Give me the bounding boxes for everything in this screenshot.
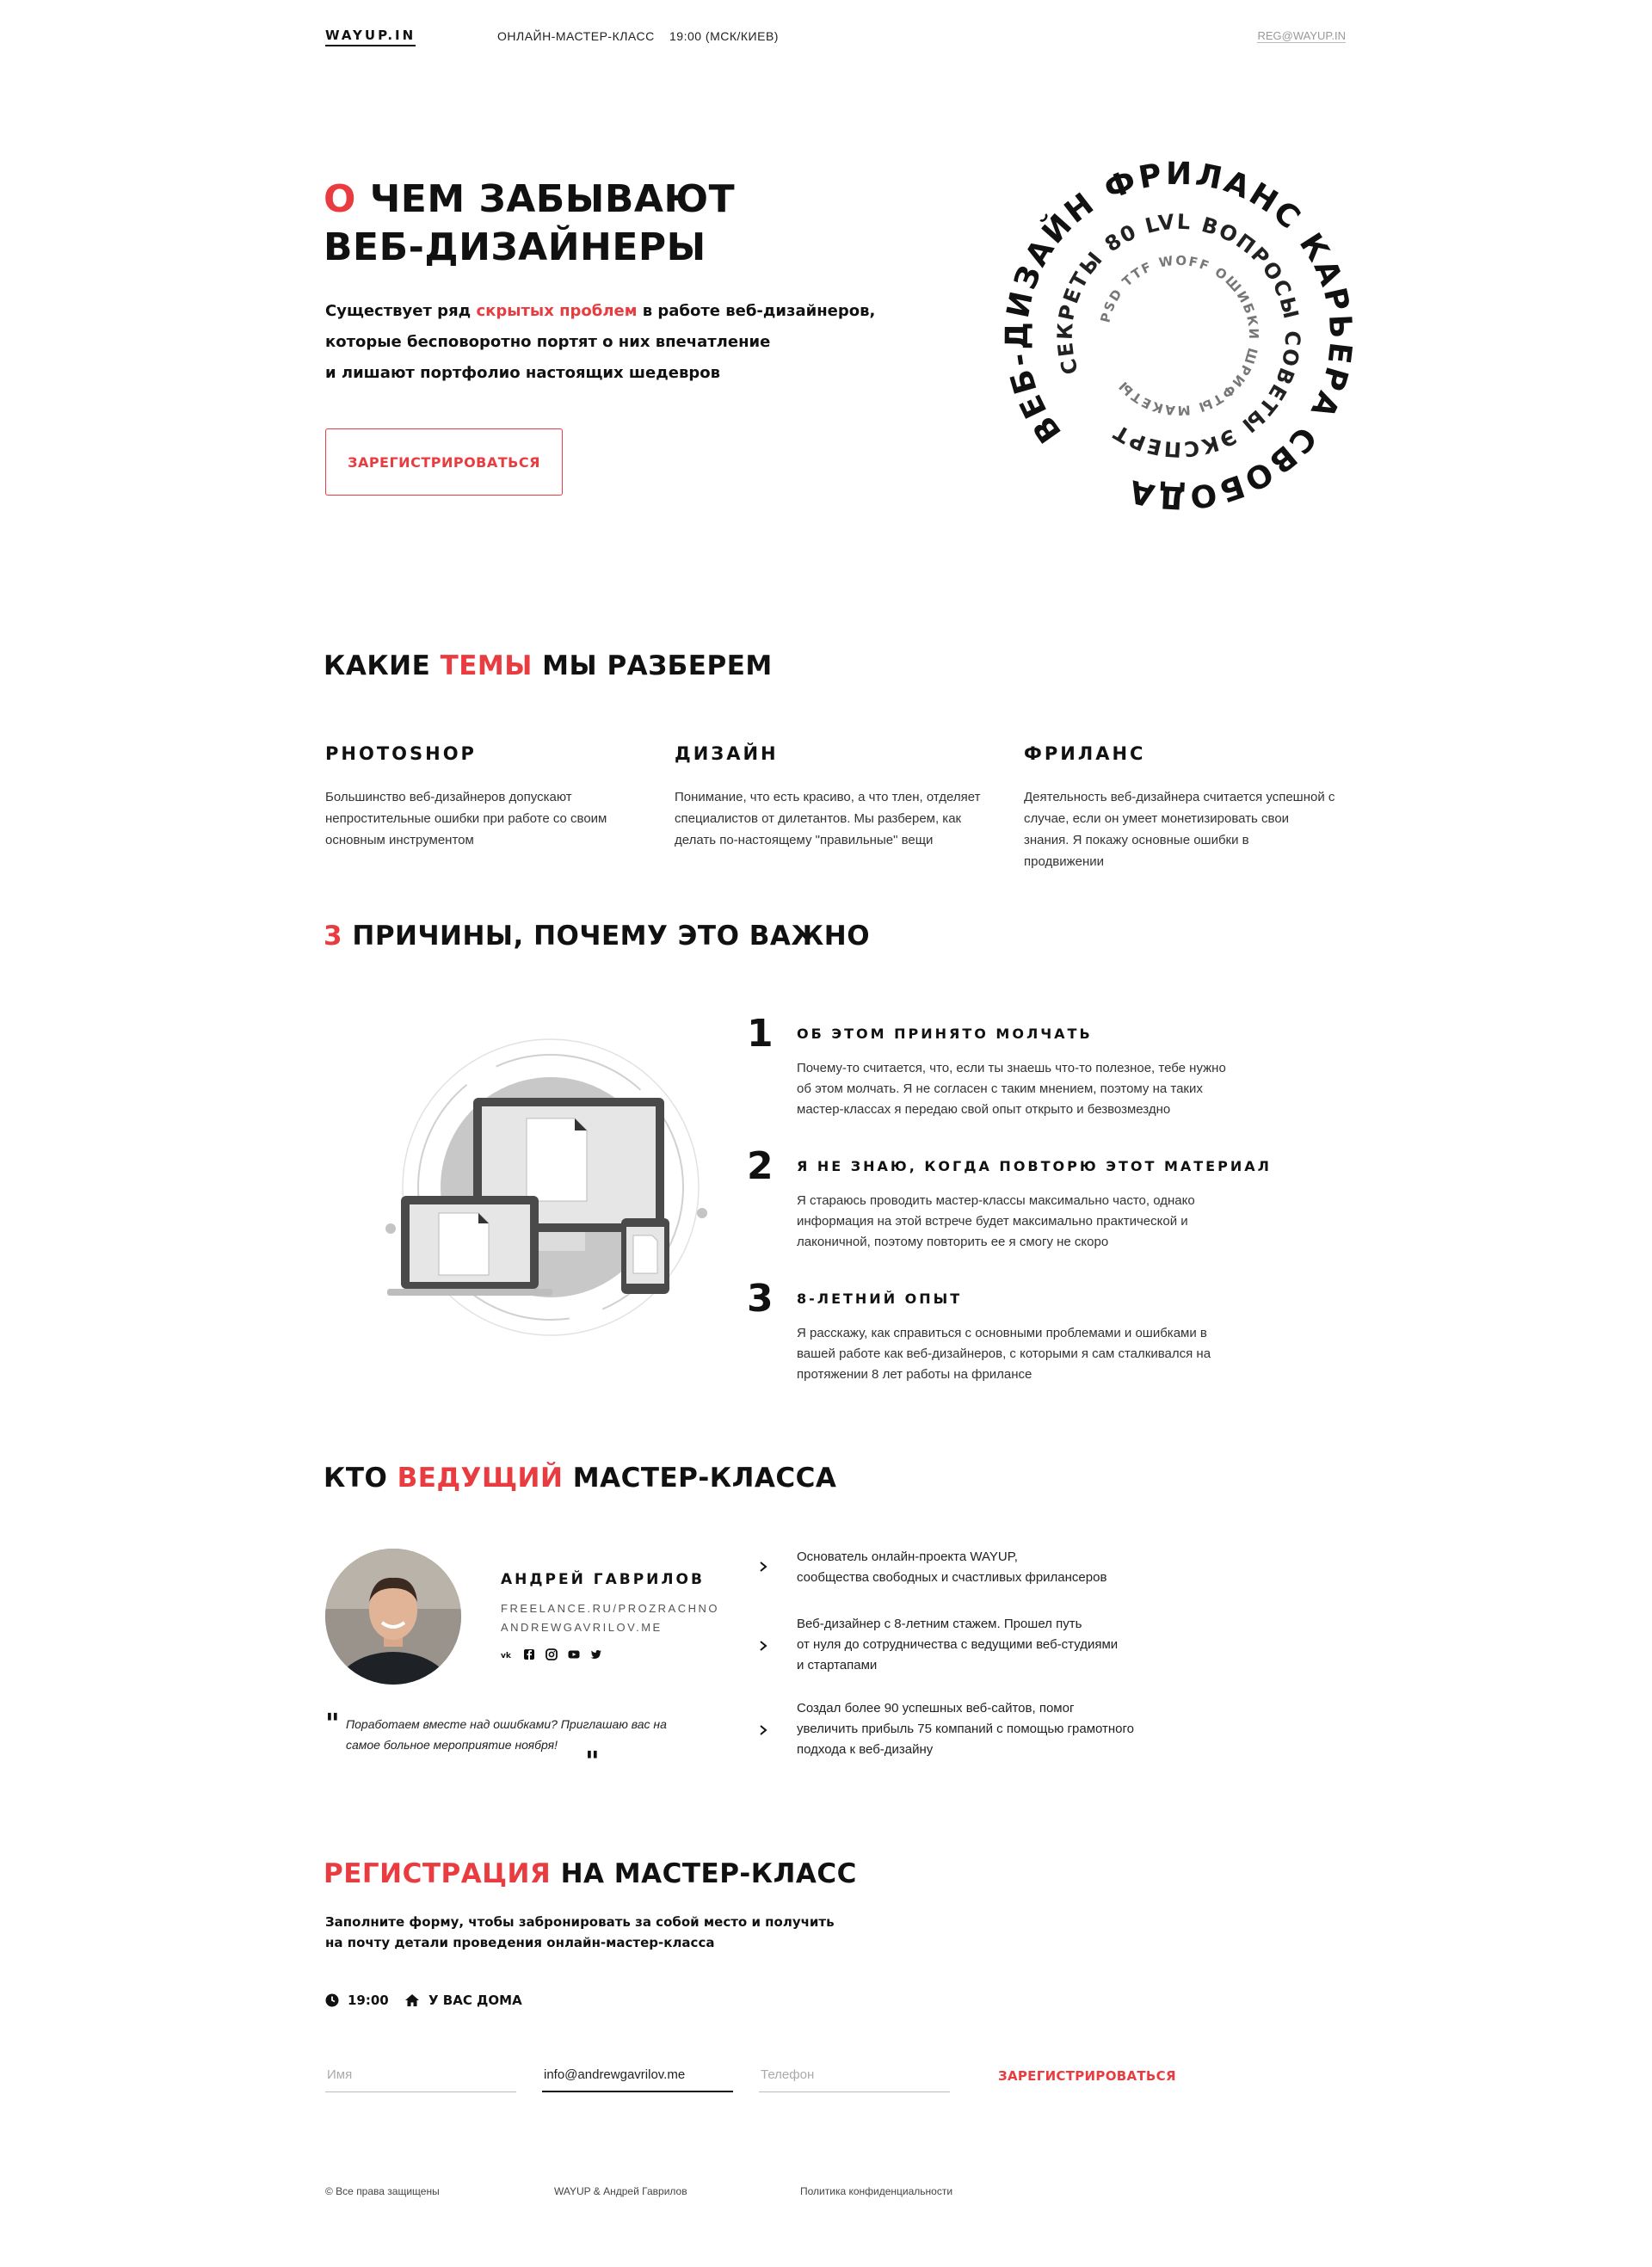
- topic-line: основным инструментом: [325, 833, 474, 847]
- fact-line: Основатель онлайн-проекта WAYUP,: [797, 1549, 1018, 1564]
- topic-heading: ДИЗАЙН: [675, 743, 779, 764]
- topic-line: продвижении: [1024, 854, 1104, 869]
- reason-heading: ОБ ЭТОМ ПРИНЯТО МОЛЧАТЬ: [797, 1026, 1093, 1042]
- host-link-site[interactable]: ANDREWGAVRILOV.ME: [501, 1621, 663, 1634]
- laptop-base: [387, 1289, 552, 1296]
- hero-desc-line3: и лишают портфолио настоящих шедевров: [325, 364, 721, 382]
- vk-icon[interactable]: [501, 1648, 513, 1660]
- topic-item: [1024, 743, 1351, 872]
- host-quote: [346, 1714, 707, 1755]
- desc-line: Заполните форму, чтобы забронировать за собой место и получить: [325, 1914, 835, 1930]
- reason-line: Я стараюсь проводить мастер-классы максимально часто, однако: [797, 1193, 1195, 1208]
- submit-registration-button[interactable]: ЗАРЕГИСТРИРОВАТЬСЯ: [998, 2068, 1176, 2084]
- document-icon: [633, 1235, 657, 1273]
- spiral-inner-text: PSD TTF WOFF ОШИБКИ ШРИФТЫ МАКЕТЫ: [1097, 252, 1262, 419]
- topic-description: [1024, 786, 1351, 872]
- hero-title-line2: ВЕБ-ДИЗАЙНЕРЫ: [324, 225, 706, 269]
- orbit-dot: [697, 1208, 707, 1218]
- fact-line: Веб-дизайнер с 8-летним стажем. Прошел путь: [797, 1617, 1082, 1631]
- topic-line: специалистов от дилетантов. Мы разберем, как: [675, 811, 962, 826]
- reason-number: 3: [747, 1277, 774, 1321]
- topic-description: [325, 786, 652, 851]
- topic-line: Понимание, что есть красиво, а что тлен, отделяет: [675, 790, 981, 804]
- register-button[interactable]: ЗАРЕГИСТРИРОВАТЬСЯ: [325, 428, 563, 496]
- host-fact: [797, 1614, 1193, 1676]
- host-name: АНДРЕЙ ГАВРИЛОВ: [501, 1571, 705, 1588]
- hero-title-accent: О: [324, 177, 356, 221]
- host-title-accent: ВЕДУЩИЙ: [397, 1463, 564, 1494]
- phone-field[interactable]: [759, 2058, 950, 2092]
- host-fact: [797, 1698, 1193, 1760]
- registration-title: [324, 1858, 857, 1889]
- svg-text:vk: vk: [501, 1652, 511, 1660]
- topic-line: Большинство веб-дизайнеров допускают: [325, 790, 572, 804]
- hero-desc-text: Существует ряд: [325, 302, 477, 320]
- fact-line: и стартапами: [797, 1658, 878, 1673]
- hero-desc-text: в работе веб-дизайнеров,: [637, 302, 876, 320]
- fact-line: от нуля до сотрудничества с ведущими веб-студиями: [797, 1637, 1119, 1652]
- footer-brand: WAYUP & Андрей Гаврилов: [554, 2185, 687, 2197]
- topic-line: случае, если он умеет монетизировать свои: [1024, 811, 1290, 826]
- event-time: [325, 1993, 389, 2008]
- hero-desc-line2: которые бесповоротно портят о них впечатление: [325, 333, 771, 351]
- fact-line: подхода к веб-дизайну: [797, 1742, 934, 1757]
- event-place-label: У ВАС ДОМА: [428, 1993, 522, 2008]
- reason-description: [797, 1058, 1244, 1120]
- quote-open-icon: ": [325, 1707, 340, 1740]
- reason-number: 1: [747, 1012, 774, 1056]
- avatar: [325, 1549, 461, 1685]
- event-place: [404, 1993, 522, 2008]
- topic-heading: PHOTOSHOP: [325, 743, 477, 764]
- host-title: [324, 1463, 836, 1494]
- fact-line: сообщества свободных и счастливых фрилансеров: [797, 1570, 1107, 1585]
- reasons-title-text: ПРИЧИНЫ, ПОЧЕМУ ЭТО ВАЖНО: [342, 921, 871, 952]
- avatar-photo: [325, 1549, 461, 1685]
- topic-line: непростительные ошибки при работе со своим: [325, 811, 607, 826]
- reasons-title-accent: 3: [324, 921, 343, 952]
- topics-title-text: МЫ РАЗБЕРЕМ: [532, 650, 773, 681]
- reason-heading: Я НЕ ЗНАЮ, КОГДА ПОВТОРЮ ЭТОТ МАТЕРИАЛ: [797, 1158, 1272, 1174]
- host-link-freelance[interactable]: FREELANCE.RU/PROZRACHNO: [501, 1602, 719, 1615]
- registration-title-accent: РЕГИСТРАЦИЯ: [324, 1858, 552, 1889]
- fact-line: увеличить прибыль 75 компаний с помощью грамотного: [797, 1722, 1135, 1736]
- topic-line: Деятельность веб-дизайнера считается успешной с: [1024, 790, 1335, 804]
- hero-desc-accent: скрытых проблем: [476, 302, 638, 320]
- monitor-stand: [533, 1232, 585, 1251]
- reason-description: [797, 1323, 1244, 1385]
- clock-icon: [325, 1993, 339, 2007]
- devices-illustration: [370, 1032, 731, 1342]
- registration-description: [325, 1912, 835, 1953]
- hero-description: [325, 296, 875, 389]
- topic-item: [675, 743, 1002, 851]
- spiral-middle-text: СЕКРЕТЫ 80 LVL ВОПРОСЫ СОВЕТЫ ЭКСПЕРТ: [1052, 209, 1305, 462]
- topic-line: делать по-настоящему "правильные" вещи: [675, 833, 934, 847]
- footer-copyright: © Все права защищены: [325, 2185, 440, 2197]
- keyword-spiral: [998, 155, 1359, 516]
- reason-line: Почему-то считается, что, если ты знаешь что-то полезное, тебе нужно: [797, 1061, 1226, 1075]
- twitter-icon[interactable]: [590, 1648, 602, 1660]
- hero-title-line1: ЧЕМ ЗАБЫВАЮТ: [355, 177, 736, 221]
- host-title-text: КТО: [324, 1463, 398, 1494]
- host-title-text: МАСТЕР-КЛАССА: [563, 1463, 837, 1494]
- footer-privacy-link[interactable]: Политика конфиденциальности: [800, 2185, 953, 2197]
- reason-line: об этом молчать. Я не согласен с таким мнением, поэтому на таких: [797, 1081, 1203, 1096]
- reason-line: мастер-классах я передаю свой опыт открыто и безвозмездно: [797, 1102, 1171, 1117]
- name-field[interactable]: [325, 2058, 516, 2092]
- reason-number: 2: [747, 1144, 774, 1188]
- chevron-right-icon: [757, 1561, 769, 1573]
- nav-event-time: 19:00 (МСК/КИЕВ): [669, 29, 779, 43]
- reason-line: протяжении 8 лет работы на фрилансе: [797, 1367, 1032, 1382]
- topics-title-accent: ТЕМЫ: [440, 650, 533, 681]
- chevron-right-icon: [757, 1640, 769, 1652]
- quote-line: Поработаем вместе над ошибками? Приглашаю вас на: [346, 1717, 667, 1731]
- reason-line: лаконичной, поэтому повторить ее я смогу не скоро: [797, 1235, 1109, 1249]
- quote-close-icon: ": [585, 1745, 600, 1777]
- topic-description: [675, 786, 1002, 851]
- hero-title: [324, 176, 735, 272]
- chevron-right-icon: [757, 1724, 769, 1736]
- topic-item: [325, 743, 652, 851]
- logo[interactable]: WAYUP.IN: [325, 28, 416, 46]
- facebook-icon[interactable]: [523, 1648, 535, 1660]
- instagram-icon[interactable]: [546, 1648, 558, 1660]
- reason-heading: 8-ЛЕТНИЙ ОПЫТ: [797, 1291, 963, 1307]
- event-time-label: 19:00: [348, 1993, 389, 2008]
- contact-email-link[interactable]: REG@WAYUP.IN: [1257, 29, 1346, 42]
- document-icon: [527, 1118, 587, 1201]
- home-icon: [404, 1993, 420, 2007]
- reason-description: [797, 1191, 1244, 1253]
- orbit-dot: [385, 1223, 396, 1234]
- nav-event-type: ОНЛАЙН-МАСТЕР-КЛАСС: [497, 29, 655, 43]
- youtube-icon[interactable]: [568, 1648, 580, 1660]
- fact-line: Создал более 90 успешных веб-сайтов, помог: [797, 1701, 1075, 1716]
- host-fact: [797, 1547, 1193, 1588]
- reason-line: информация на этой встрече будет максимально практической и: [797, 1214, 1188, 1229]
- desc-line: на почту детали проведения онлайн-мастер-класса: [325, 1935, 715, 1950]
- quote-line: самое больное мероприятие ноября!: [346, 1738, 558, 1752]
- topics-title-text: КАКИЕ: [324, 650, 441, 681]
- registration-title-text: НА МАСТЕР-КЛАСС: [551, 1858, 857, 1889]
- email-field[interactable]: [542, 2058, 733, 2092]
- reason-line: Я расскажу, как справиться с основными проблемами и ошибками в: [797, 1326, 1207, 1340]
- reasons-title: [324, 921, 870, 952]
- spiral-outer-text: ВЕБ-ДИЗАЙН ФРИЛАНС КАРЬЕРА СВОБОДА: [999, 156, 1359, 515]
- topics-title: [324, 650, 773, 681]
- topic-line: знания. Я покажу основные ошибки в: [1024, 833, 1249, 847]
- reason-line: вашей работе как веб-дизайнеров, с которыми я сам сталкивался на: [797, 1346, 1211, 1361]
- topic-heading: ФРИЛАНС: [1024, 743, 1146, 764]
